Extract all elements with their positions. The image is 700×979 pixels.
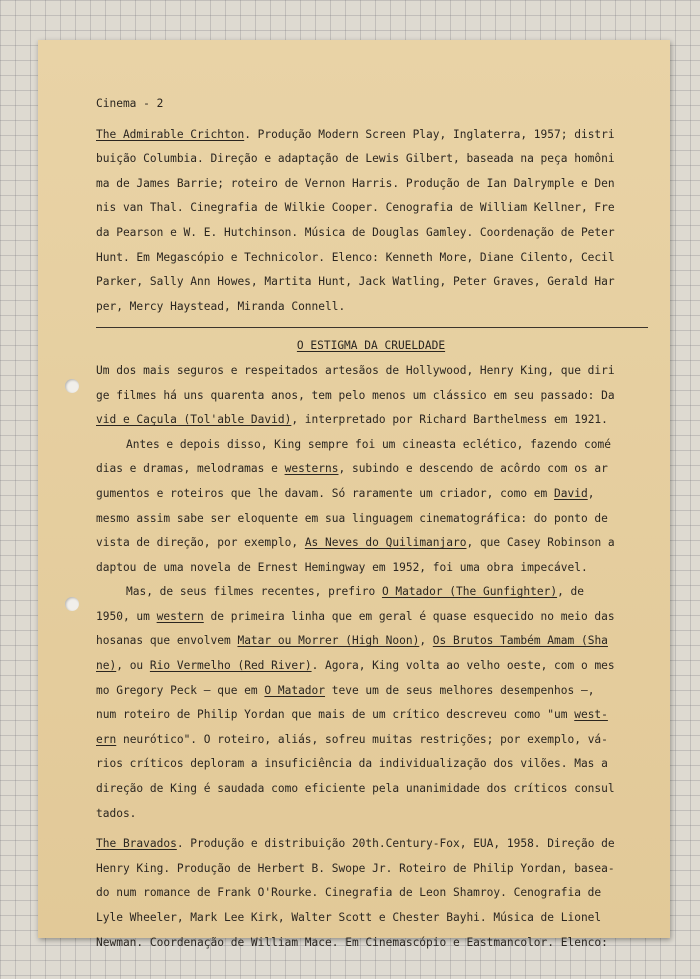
film-title: David	[554, 486, 588, 500]
credits-line: Hunt. Em Megascópio e Technicolor. Elenco: Kenneth More, Diane Cilento, Cecil	[96, 250, 615, 264]
credits-line: do num romance de Frank O'Rourke. Cinegrafia de Leon Shamroy. Cenografia de	[96, 886, 602, 900]
article-paragraph-1: Um dos mais seguros e respeitados artesãos de Hollywood, Henry King, que diri ge filmes há uns quarenta anos, tem pelo menos um clássico em seu passado: Da vid e Caçula (Tol'able David), interpretado por Richard Barthelmess em 1921.	[96, 363, 615, 427]
divider-rule	[96, 327, 648, 328]
article-paragraph-2: Antes e depois disso, King sempre foi um cineasta eclético, fazendo comé dias e dramas, melodramas e westerns, subindo e descendo de acôrdo com os ar gumentos e roteiros que lhe davam. Só raramente um criador, como em David, mesmo assim sabe ser eloquente em sua linguagem cinematográfica: do ponto de vista de direção, por exemplo, As Neves do Quilimanjaro, que Casey Robinson a daptou de uma novela de Ernest Hemingway em 1952, foi uma obra impecável.	[96, 437, 615, 574]
film-title: Matar ou Morrer (High Noon)	[237, 634, 420, 648]
credits-line: ma de James Barrie; roteiro de Vernon Harris. Produção de Ian Dalrymple e Den	[96, 176, 615, 190]
film-title: O Matador	[264, 683, 326, 697]
credits-line: Henry King. Produção de Herbert B. Swope Jr. Roteiro de Philip Yordan, basea-	[96, 861, 615, 875]
film-title: Rio Vermelho (Red River)	[149, 659, 312, 673]
credits-line: Parker, Sally Ann Howes, Martita Hunt, Jack Watling, Peter Graves, Gerald Har	[96, 275, 615, 289]
punch-hole	[65, 597, 79, 611]
page-header: Cinema - 2	[96, 97, 164, 110]
credits-block-admirable-crichton: The Admirable Crichton. Produção Modern Screen Play, Inglaterra, 1957; distri buição Columbia. Direção e adaptação de Lewis Gilbert, baseada na peça homôni ma de James Barrie; roteiro de Vernon Harris. Produção de Ian Dalrymple e Den nis van Thal. Cinegrafia de Wilkie Cooper. Cenografia de William Kellner, Fre da Pearson e W. E. Hutchinson. Música de Douglas Gamley. Coordenação de Peter Hunt. Em Megascópio e Technicolor. Elenco: Kenneth More, Diane Cilento, Cecil Parker, Sally Ann Howes, Martita Hunt, Jack Watling, Peter Graves, Gerald Har per, Mercy Haystead, Miranda Connell.	[96, 123, 688, 320]
credits-block-the-bravados: The Bravados. Produção e distribuição 20th.Century-Fox, EUA, 1958. Direção de Henry King. Produção de Herbert B. Swope Jr. Roteiro de Philip Yordan, basea- do num romance de Frank O'Rourke. Cinegrafia de Leon Shamroy. Cenografia de Lyle Wheeler, Mark Lee Kirk, Walter Scott e Chester Bayhi. Música de Lionel Newman. Coordenação de William Mace. Em Cinemascópio e Eastmancolor. Elenco:	[96, 832, 688, 955]
film-title: The Admirable Crichton	[96, 127, 245, 141]
page-text	[96, 92, 688, 955]
article-paragraph-3: Mas, de seus filmes recentes, prefiro O Matador (The Gunfighter), de 1950, um western de primeira linha que em geral é quase esquecido no meio das hosanas que envolvem Matar ou Morrer (High Noon), Os Brutos Também Amam (Sha ne), ou Rio Vermelho (Red River). Agora, King volta ao velho oeste, com o mes mo Gregory Peck — que em O Matador teve um de seus melhores desempenhos —, num roteiro de Philip Yordan que mais de um crítico descreveu como "um west- ern neurótico". O roteiro, aliás, sofreu muitas restrições; por exemplo, vá- rios críticos deploram a insuficiência da individualização dos vilões. Mas a direção de King é saudada como eficiente pela unanimidade dos críticos consul tados.	[96, 585, 615, 820]
film-title: vid e Caçula (Tol'able David)	[96, 413, 292, 427]
credits-line: per, Mercy Haystead, Miranda Connell.	[96, 299, 346, 313]
film-title: As Neves do Quilimanjaro	[304, 536, 467, 550]
typewritten-page	[38, 40, 670, 949]
article-title: O ESTIGMA DA CRUELDADE	[296, 339, 446, 353]
punch-hole	[65, 379, 79, 393]
film-title: O Matador (The Gunfighter)	[381, 585, 558, 599]
credits-line: Lyle Wheeler, Mark Lee Kirk, Walter Scott e Chester Bayhi. Música de Lionel	[96, 911, 602, 924]
film-title: Os Brutos Também Amam (Sha	[432, 634, 608, 648]
credits-line: buição Columbia. Direção e adaptação de Lewis Gilbert, baseada na peça homôni	[96, 152, 615, 166]
credits-line: da Pearson e W. E. Hutchinson. Música de Douglas Gamley. Coordenação de Peter	[96, 225, 615, 239]
film-title: The Bravados	[96, 837, 177, 851]
credits-line: Newman. Coordenação de William Mace. Em Cinemascópio e Eastmancolor. Elenco:	[96, 935, 608, 949]
credits-line: nis van Thal. Cinegrafia de Wilkie Cooper. Cenografia de William Kellner, Fre	[96, 201, 615, 215]
